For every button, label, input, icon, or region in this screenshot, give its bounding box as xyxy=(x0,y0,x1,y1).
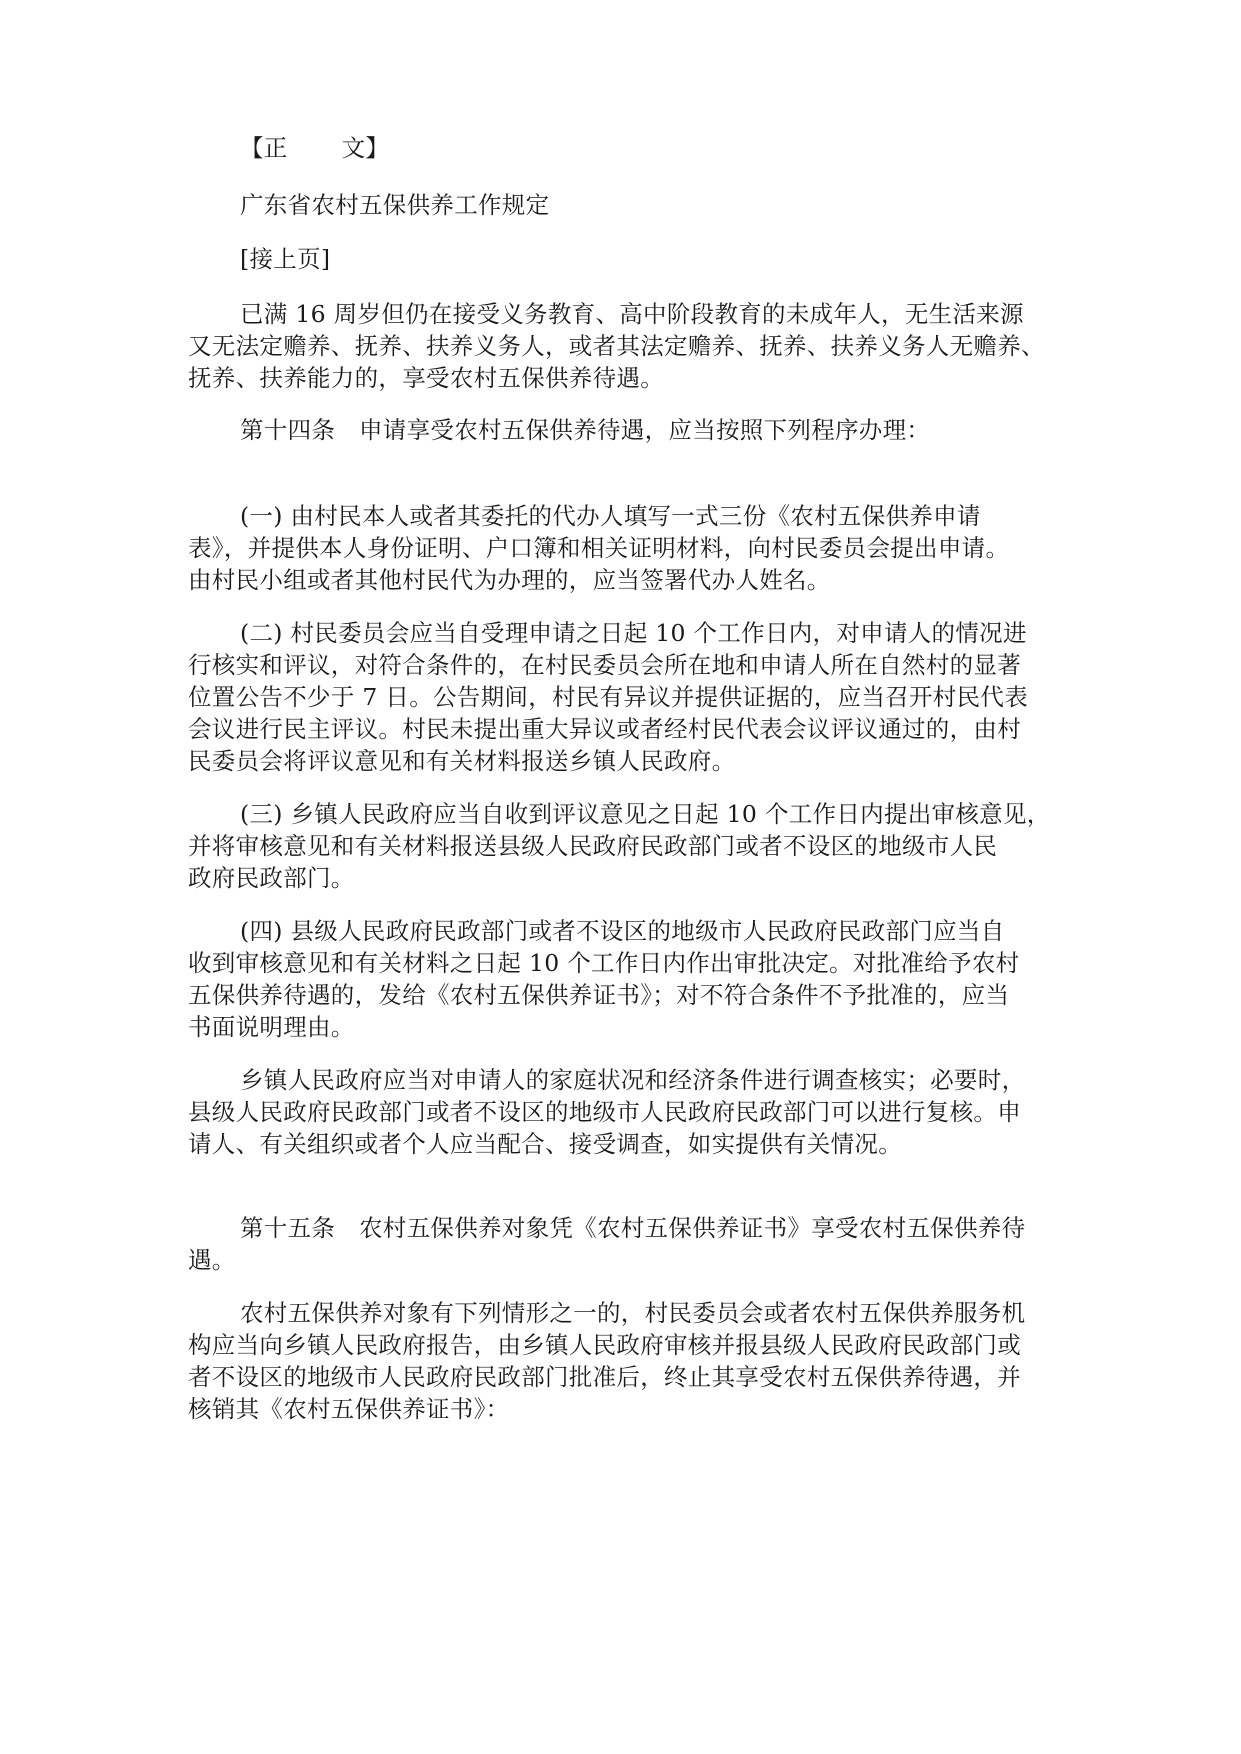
paragraph-line: (一) 由村民本人或者其委托的代办人填写一式三份《农村五保供养申请 xyxy=(240,502,981,530)
paragraph-line: 位置公告不少于 7 日。公告期间，村民有异议并提供证据的，应当召开村民代表 xyxy=(188,683,1028,711)
paragraph-line: (四) 县级人民政府民政部门或者不设区的地级市人民政府民政部门应当自 xyxy=(240,917,1005,945)
document-title: 广东省农村五保供养工作规定 xyxy=(240,191,550,219)
paragraph-line: 会议进行民主评议。村民未提出重大异议或者经村民代表会议评议通过的，由村 xyxy=(188,715,1021,743)
paragraph-line: 政府民政部门。 xyxy=(188,864,355,892)
paragraph-line: 县级人民政府民政部门或者不设区的地级市人民政府民政部门可以进行复核。申 xyxy=(188,1098,1021,1126)
paragraph-line: 遇。 xyxy=(188,1246,236,1274)
paragraph-line: 构应当向乡镇人民政府报告，由乡镇人民政府审核并报县级人民政府民政部门或 xyxy=(188,1331,1021,1359)
paragraph-line: 五保供养待遇的，发给《农村五保供养证书》；对不符合条件不予批准的，应当 xyxy=(188,981,1010,1009)
paragraph-line: 乡镇人民政府应当对申请人的家庭状况和经济条件进行调查核实；必要时， xyxy=(240,1066,1026,1094)
paragraph-line: 由村民小组或者其他村民代为办理的，应当签署代办人姓名。 xyxy=(188,566,831,594)
paragraph-line: (二) 村民委员会应当自受理申请之日起 10 个工作日内，对申请人的情况进 xyxy=(240,619,1027,647)
article-heading: 第十四条 申请享受农村五保供养待遇，应当按照下列程序办理： xyxy=(240,416,931,444)
paragraph-line: 收到审核意见和有关材料之日起 10 个工作日内作出审批决定。对批准给予农村 xyxy=(188,949,1020,977)
section-heading xyxy=(240,132,1110,164)
paragraph-line: 抚养、扶养能力的，享受农村五保供养待遇。 xyxy=(188,364,664,392)
paragraph-line: 已满 16 周岁但仍在接受义务教育、高中阶段教育的未成年人，无生活来源 xyxy=(240,300,1024,328)
section-heading-left: 【正 xyxy=(240,134,288,162)
paragraph-line: 核销其《农村五保供养证书》： xyxy=(188,1395,510,1423)
paragraph-line: (三) 乡镇人民政府应当自收到评议意见之日起 10 个工作日内提出审核意见， xyxy=(240,800,1051,828)
paragraph-line: 又无法定赡养、抚养、扶养义务人，或者其法定赡养、抚养、扶养义务人无赡养、 xyxy=(188,332,1045,360)
paragraph-line: 请人、有关组织或者个人应当配合、接受调查，如实提供有关情况。 xyxy=(188,1130,902,1158)
paragraph-line: 书面说明理由。 xyxy=(188,1013,355,1041)
section-heading-right: 文】 xyxy=(341,134,390,162)
paragraph-line: 行核实和评议，对符合条件的，在村民委员会所在地和申请人所在自然村的显著 xyxy=(188,651,1021,679)
continued-note: [接上页] xyxy=(240,245,331,273)
paragraph-line: 表》，并提供本人身份证明、户口簿和相关证明材料，向村民委员会提出申请。 xyxy=(188,534,1010,562)
paragraph-line: 并将审核意见和有关材料报送县级人民政府民政部门或者不设区的地级市人民 xyxy=(188,832,998,860)
article-heading: 第十五条 农村五保供养对象凭《农村五保供养证书》享受农村五保供养待 xyxy=(240,1214,1026,1242)
paragraph-line: 者不设区的地级市人民政府民政部门批准后，终止其享受农村五保供养待遇，并 xyxy=(188,1363,1021,1391)
paragraph-line: 民委员会将评议意见和有关材料报送乡镇人民政府。 xyxy=(188,747,736,775)
paragraph-line: 农村五保供养对象有下列情形之一的，村民委员会或者农村五保供养服务机 xyxy=(240,1299,1026,1327)
